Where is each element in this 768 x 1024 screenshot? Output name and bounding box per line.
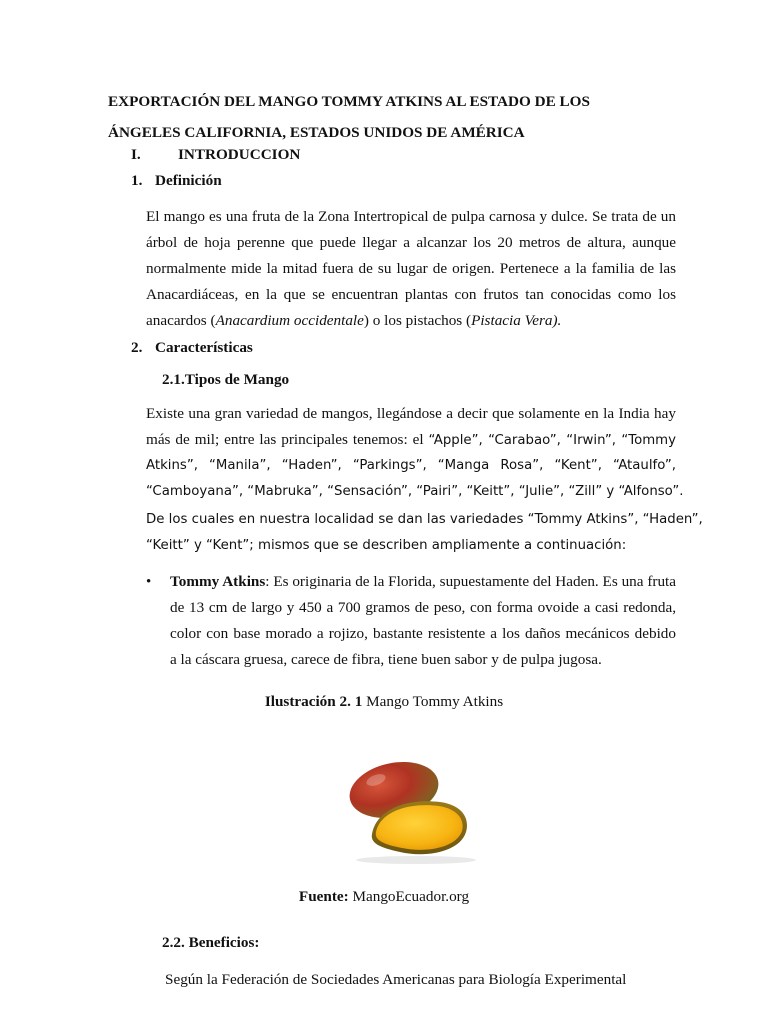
text-run: anacardos ( [146,312,216,329]
text-line [146,427,676,453]
text-run: ) o los pistachos ( [363,312,472,329]
bullet-text [170,569,676,673]
text-line: color con base morado a rojizo, bastante resistente a los daños mecánicos debido [170,625,676,642]
mango-image [346,760,480,866]
figure-source [0,888,768,906]
text-line: árbol de hoja perenne que puede llegar a alcanzar los 20 metros de altura, aunque [146,234,676,251]
title-line-2: ÁNGELES CALIFORNIA, ESTADOS UNIDOS DE AMÉRICA [108,124,525,141]
text-line: “Camboyana”, “Mabruka”, “Sensación”, “Pairi”, “Keitt”, “Julie”, “Zill” y “Alfonso”. [146,484,684,499]
source-label: Fuente: [298,888,349,905]
text-run: : Es originaria de la Florida, supuestamente del Haden. Es una fruta [265,573,676,590]
subheading-label: Definición [155,172,222,189]
subheading-caracteristicas [131,339,253,357]
figure-caption [0,693,768,711]
text-line: Existe una gran variedad de mangos, llegándose a decir que solamente en la India hay [146,405,676,422]
text-line: Anacardiáceas, en la que se encuentran plantas con frutos tan conocidas como los [146,286,676,303]
caption-text: Mango Tommy Atkins [362,693,504,710]
text-run: más de mil; entre las principales tenemos: el [146,431,429,448]
source-text: MangoEcuador.org [348,888,470,905]
paragraph-definicion [146,204,676,334]
italic-scientific-name: Pistacia Vera). [471,312,562,329]
text-line: normalmente mide la mitad fuera de su lugar de origen. Pertenece a la familia de las [146,260,676,277]
text-run: “Apple”, “Carabao”, “Irwin”, “Tommy [428,433,676,448]
title-line-1: EXPORTACIÓN DEL MANGO TOMMY ATKINS AL ESTADO DE LOS [108,93,590,110]
text-line: El mango es una fruta de la Zona Intertropical de pulpa carnosa y dulce. Se trata de un [146,208,676,225]
section-heading-introduccion [131,146,300,164]
subheading-number: 1. [131,172,143,189]
text-line: de 13 cm de largo y 450 a 700 gramos de peso, con forma ovoide a casi redonda, [170,599,676,616]
text-line: a la cáscara gruesa, carece de fibra, tiene buen sabor y de pulpa jugosa. [170,651,602,668]
subheading-tipos-de-mango: 2.1.Tipos de Mango [162,371,290,388]
text-line: Atkins”, “Manila”, “Haden”, “Parkings”, “Manga Rosa”, “Kent”, “Ataulfo”, [146,458,676,473]
subheading-definicion [131,172,222,190]
subheading-number: 2. [131,339,143,356]
bullet-icon: • [146,574,152,590]
section-label: INTRODUCCION [178,146,301,163]
paragraph-tipos [146,401,703,559]
text-line [170,569,676,595]
document-title [108,86,668,148]
text-line: “Keitt” y “Kent”; mismos que se describen ampliamente a continuación: [146,538,627,553]
section-number: I. [131,146,141,163]
caption-label: Ilustración 2. 1 [264,693,363,710]
subheading-label: Características [155,339,253,356]
bold-term: Tommy Atkins [170,573,266,590]
mango-illustration-icon [346,760,480,866]
text-line [146,308,676,334]
text-line: De los cuales en nuestra localidad se dan las variedades “Tommy Atkins”, “Haden”, [146,512,703,527]
subheading-beneficios: 2.2. Beneficios: [162,934,260,951]
italic-scientific-name: Anacardium occidentale [215,312,364,329]
paragraph-beneficios: Según la Federación de Sociedades Americanas para Biología Experimental [165,971,627,988]
